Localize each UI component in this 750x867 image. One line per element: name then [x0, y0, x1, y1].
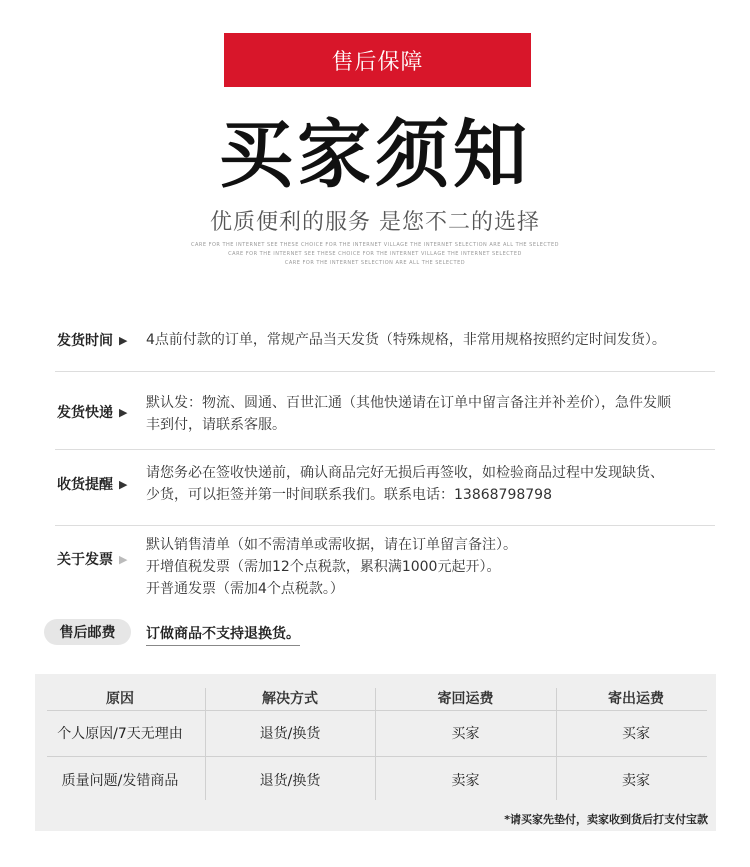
after-sale-postage-badge: 售后邮费 [44, 619, 131, 645]
row-divider [47, 710, 707, 711]
row-text [146, 392, 726, 436]
row-text-line: 默认发：物流、圆通、百世汇通（其他快递请在订单中留言备注并补差价），急件发顺 [146, 395, 671, 411]
table-header-send-postage: 寄出运费 [608, 691, 664, 707]
return-policy-table [35, 674, 716, 831]
table-cell: 退货/换货 [259, 773, 321, 789]
page-title: 买家须知 [219, 112, 531, 198]
row-label [57, 330, 127, 350]
table-cell: 买家 [622, 726, 650, 742]
row-label [57, 474, 127, 494]
table-cell: 买家 [451, 726, 480, 742]
triangle-right-icon: ▶ [119, 333, 128, 347]
table-cell: 质量问题/发错商品 [61, 773, 179, 789]
row-label-text: 关于发票 [57, 552, 113, 568]
row-text-line: 丰到付，请联系客服。 [146, 417, 286, 433]
row-label [57, 549, 127, 569]
table-header-solution: 解决方式 [262, 691, 318, 707]
table-cell: 退货/换货 [259, 726, 321, 742]
row-text-line: 请您务必在签收快递前，确认商品完好无损后再签收，如检验商品过程中发现缺货、 [146, 465, 664, 481]
fine-print-line-2: CARE FOR THE INTERNET SEE THESE CHOICE FOR THE INTERNET VILLAGE THE INTERNET SELECTED [228, 251, 522, 257]
triangle-right-icon: ▶ [119, 552, 128, 566]
row-text [146, 534, 726, 600]
row-text-line: 少货，可以拒签并第一时间联系我们。联系电话：13868798798 [146, 487, 552, 503]
divider [55, 525, 715, 526]
fine-print-line-3: CARE FOR THE INTERNET SELECTION ARE ALL THE SELECTED [284, 260, 466, 266]
row-text-line: 默认销售清单（如不需清单或需收据，请在订单留言备注）。 [146, 537, 517, 553]
after-sale-banner: 售后保障 [224, 33, 531, 87]
row-divider [47, 756, 707, 757]
divider [55, 449, 715, 450]
table-header-reason: 原因 [106, 691, 134, 707]
after-sale-postage-text: 订做商品不支持退换货。 [146, 623, 300, 646]
triangle-right-icon: ▶ [119, 405, 128, 419]
row-text-line: 开增值税发票（需加12个点税款，累积满1000元起开）。 [146, 559, 501, 575]
table-cell: 卖家 [622, 773, 650, 789]
row-text-line: 开普通发票（需加4个点税款。） [146, 581, 344, 597]
row-label-text: 发货时间 [57, 333, 113, 349]
table-header-return-postage: 寄回运费 [437, 691, 494, 707]
slogan: 优质便利的服务 是您不二的选择 [210, 210, 540, 235]
triangle-right-icon: ▶ [119, 477, 128, 491]
row-label-text: 发货快递 [57, 405, 113, 421]
fine-print-line-1: CARE FOR THE INTERNET SEE THESE CHOICE FOR THE INTERNET VILLAGE THE INTERNET SELECTION ARE ALL THE SELECTED [190, 242, 559, 248]
row-label [57, 402, 127, 422]
row-label-text: 收货提醒 [57, 477, 113, 493]
row-text [146, 462, 726, 506]
table-cell: 个人原因/7天无理由 [57, 726, 183, 742]
divider [55, 371, 715, 372]
table-footnote: *请买家先垫付，卖家收到货后打支付宝款 [504, 813, 708, 826]
row-text-line: 4点前付款的订单，常规产品当天发货（特殊规格，非常用规格按照约定时间发货）。 [146, 332, 666, 348]
row-text [146, 329, 726, 351]
table-cell: 卖家 [451, 773, 480, 789]
